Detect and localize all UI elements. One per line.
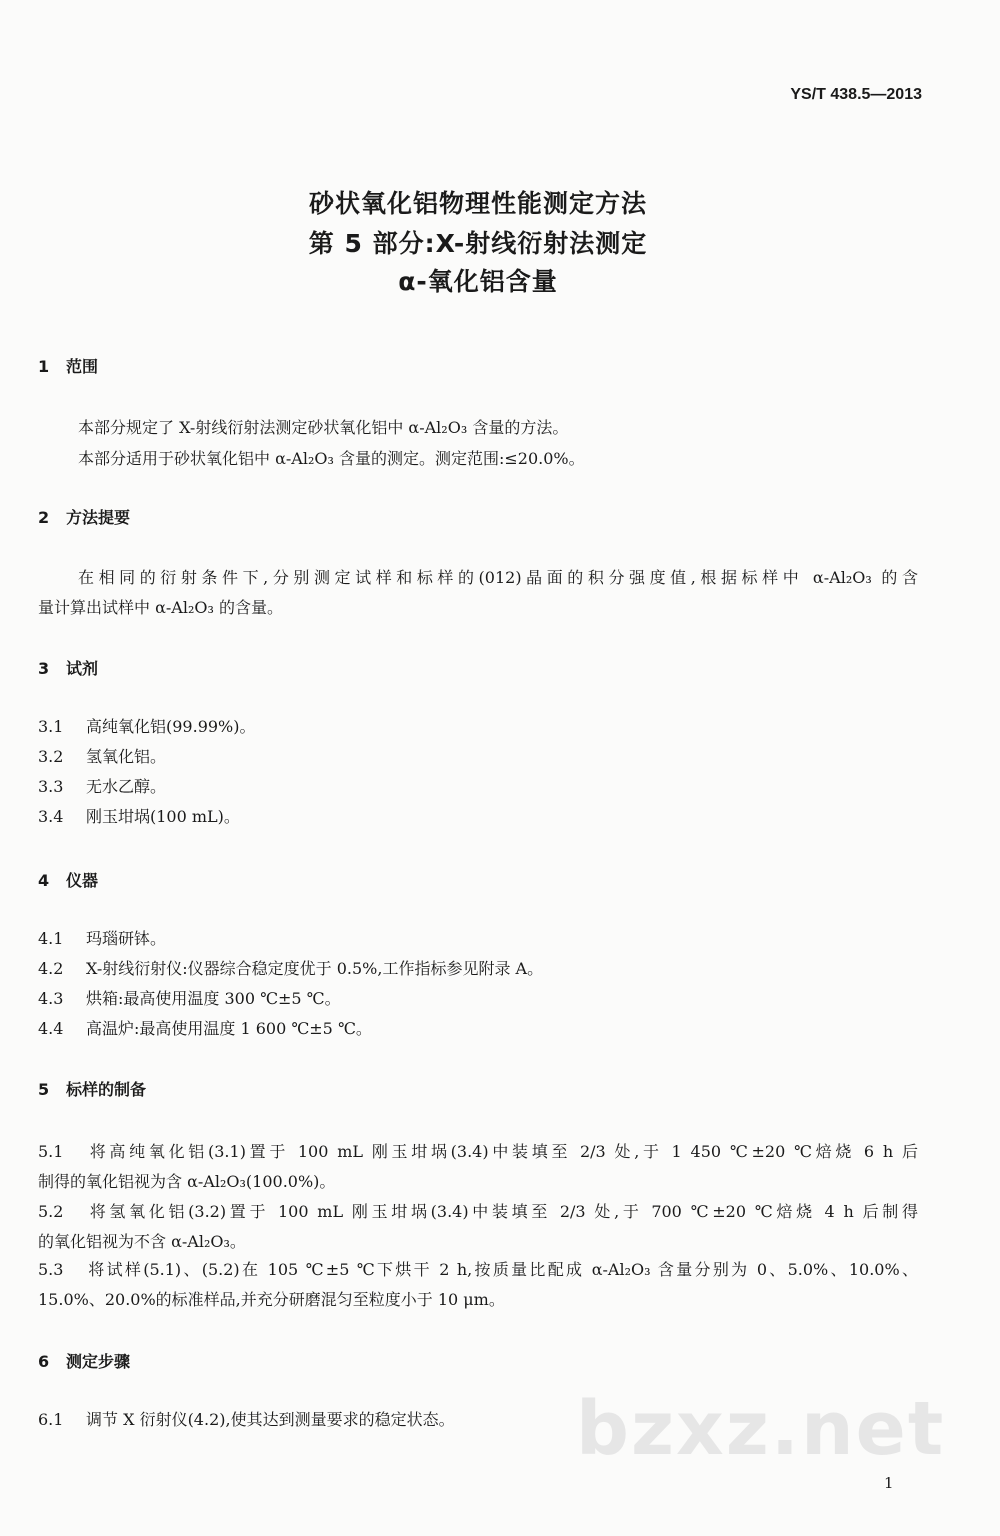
- scope-paragraph-1: 本部分规定了 X-射线衍射法测定砂状氧化铝中 α-Al₂O₃ 含量的方法。: [78, 418, 569, 437]
- item-text: 高温炉:最高使用温度 1 600 ℃±5 ℃。: [86, 1019, 372, 1038]
- standard-item-line-1: [38, 1259, 918, 1281]
- item-text: 玛瑙研钵。: [86, 929, 167, 948]
- item-text: 刚玉坩埚(100 mL)。: [86, 807, 240, 826]
- section-number: 3: [38, 659, 50, 678]
- item-number: 3.4: [38, 807, 64, 826]
- title-line-3: α-氧化铝含量: [398, 267, 558, 296]
- reagent-item: [38, 716, 256, 738]
- standard-item-line-2: 15.0%、20.0%的标准样品,并充分研磨混匀至粒度小于 10 μm。: [38, 1290, 505, 1309]
- section-title: 方法提要: [66, 508, 131, 527]
- section-heading-scope: [38, 354, 98, 377]
- standard-item-line-1: [38, 1141, 918, 1163]
- item-number: 3.3: [38, 777, 64, 796]
- item-number: 4.4: [38, 1019, 64, 1038]
- section-number: 4: [38, 871, 50, 890]
- watermark: bzxz.net: [576, 1386, 946, 1472]
- item-text: 调节 X 衍射仪(4.2),使其达到测量要求的稳定状态。: [86, 1410, 455, 1429]
- principle-line-1: 在相同的衍射条件下,分别测定试样和标样的(012)晶面的积分强度值,根据标样中 α-Al₂O₃ 的含: [78, 568, 918, 587]
- reagent-item: [38, 776, 166, 798]
- item-number: 4.3: [38, 989, 64, 1008]
- item-text: 将试样(5.1)、(5.2)在 105 ℃±5 ℃下烘干 2 h,按质量比配成 α-Al₂O₃ 含量分别为 0、5.0%、10.0%、: [86, 1260, 918, 1279]
- page-number: 1: [884, 1474, 894, 1492]
- title-line-1: 砂状氧化铝物理性能测定方法: [308, 189, 647, 218]
- section-heading-standards: [38, 1077, 146, 1100]
- section-number: 2: [38, 508, 50, 527]
- section-heading-procedure: [38, 1349, 130, 1372]
- reagent-item: [38, 746, 166, 768]
- item-number: 3.2: [38, 747, 64, 766]
- section-title: 范围: [66, 357, 99, 376]
- section-title: 测定步骤: [66, 1352, 131, 1371]
- item-text: 烘箱:最高使用温度 300 ℃±5 ℃。: [86, 989, 341, 1008]
- apparatus-item: [38, 1018, 372, 1040]
- reagent-item: [38, 806, 240, 828]
- section-heading-apparatus: [38, 868, 98, 891]
- standard-item-line-1: [38, 1201, 918, 1223]
- apparatus-item: [38, 928, 166, 950]
- item-text: 高纯氧化铝(99.99%)。: [86, 717, 256, 736]
- procedure-item: [38, 1409, 455, 1431]
- title-line-2: 第 5 部分:X-射线衍射法测定: [308, 229, 648, 258]
- scope-paragraph-2: 本部分适用于砂状氧化铝中 α-Al₂O₃ 含量的测定。测定范围:≤20.0%。: [78, 449, 585, 468]
- section-number: 5: [38, 1080, 50, 1099]
- item-number: 6.1: [38, 1410, 64, 1429]
- principle-line-2: 量计算出试样中 α-Al₂O₃ 的含量。: [38, 598, 284, 617]
- section-heading-principle: [38, 505, 130, 528]
- section-title: 仪器: [66, 871, 99, 890]
- item-number: 5.2: [38, 1202, 64, 1221]
- item-number: 5.1: [38, 1142, 64, 1161]
- apparatus-item: [38, 958, 543, 980]
- standard-item-line-2: 的氧化铝视为不含 α-Al₂O₃。: [38, 1232, 246, 1251]
- section-title: 标样的制备: [66, 1080, 147, 1099]
- item-number: 4.1: [38, 929, 64, 948]
- item-text: 无水乙醇。: [86, 777, 167, 796]
- section-title: 试剂: [66, 659, 99, 678]
- apparatus-item: [38, 988, 341, 1010]
- item-number: 3.1: [38, 717, 64, 736]
- section-heading-reagents: [38, 656, 98, 679]
- section-number: 6: [38, 1352, 50, 1371]
- item-text: 将氢氧化铝(3.2)置于 100 mL 刚玉坩埚(3.4)中装填至 2/3 处,于 700 ℃±20 ℃焙烧 4 h 后制得: [86, 1202, 918, 1221]
- standard-item-line-2: 制得的氧化铝视为含 α-Al₂O₃(100.0%)。: [38, 1172, 336, 1191]
- section-number: 1: [38, 357, 50, 376]
- item-text: 将高纯氧化铝(3.1)置于 100 mL 刚玉坩埚(3.4)中装填至 2/3 处,于 1 450 ℃±20 ℃焙烧 6 h 后: [86, 1142, 918, 1161]
- item-number: 4.2: [38, 959, 64, 978]
- item-text: X-射线衍射仪:仪器综合稳定度优于 0.5%,工作指标参见附录 A。: [86, 959, 544, 978]
- item-number: 5.3: [38, 1260, 64, 1279]
- standard-number: YS/T 438.5—2013: [790, 86, 922, 103]
- item-text: 氢氧化铝。: [86, 747, 167, 766]
